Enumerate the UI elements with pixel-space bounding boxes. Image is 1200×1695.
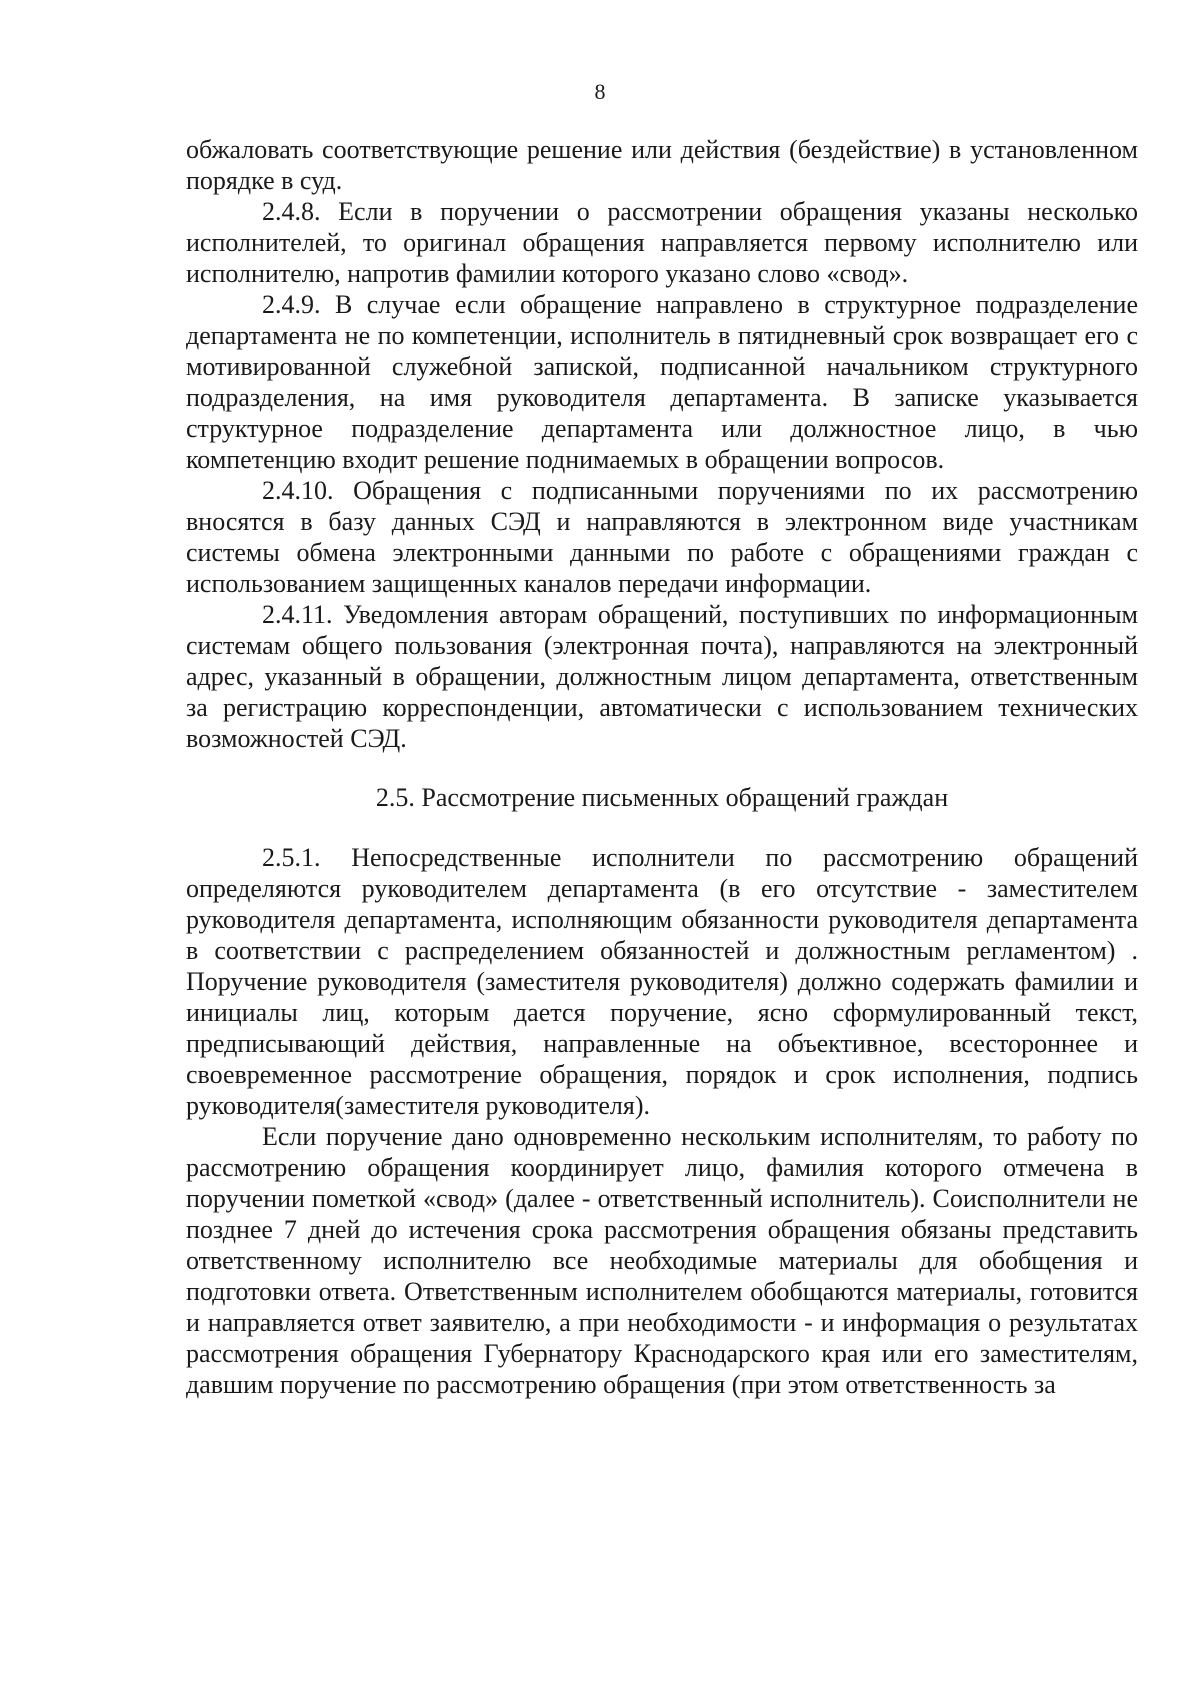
section-heading: 2.5. Рассмотрение письменных обращений граждан	[375, 783, 949, 812]
paragraph-2-4-8: 2.4.8. Если в поручении о рассмотрении обращения указаны несколько исполнителей, то оригинал обращения направляется первому исполнителю или исполнителю, напротив фамилии которого указано слово «свод».	[186, 197, 1138, 288]
paragraph: Если поручение дано одновременно нескольким исполнителям, то работу по рассмотрению обращения координирует лицо, фамилия которого отмечена в поручении пометкой «свод» (далее - ответственный исполнитель). Соисполнители не позднее 7 дней до истечения срока рассмотрения обращения обязаны представить ответственному исполнителю все необходимые материалы для обобщения и подготовки ответа. Ответственным исполнителем обобщаются материалы, готовится и направляется ответ заявителю, а при необходимости - и информация о результатах рассмотрения обращения Губернатору Краснодарского края или его заместителям, давшим поручение по рассмотрению обращения (при этом ответственность за	[186, 1122, 1138, 1399]
paragraph: обжаловать соответствующие решение или действия (бездействие) в установленном порядке в суд.	[186, 135, 1138, 195]
paragraph-2-4-9: 2.4.9. В случае если обращение направлено в структурное подразделение департамента не по компетенции, исполнитель в пятидневный срок возвращает его с мотивированной служебной запиской, подписанной начальником структурного подразделения, на имя руководителя департамента. В записке указывается структурное подразделение департамента или должностное лицо, в чью компетенцию входит решение поднимаемых в обращении вопросов.	[186, 290, 1138, 474]
paragraph-2-4-10: 2.4.10. Обращения с подписанными поручениями по их рассмотрению вносятся в базу данных СЭД и направляются в электронном виде участникам системы обмена электронными данными по работе с обращениями граждан с использованием защищенных каналов передачи информации.	[186, 476, 1138, 598]
paragraph-2-5-1: 2.5.1. Непосредственные исполнители по рассмотрению обращений определяются руководителем департамента (в его отсутствие - заместителем руководителя департамента, исполняющим обязанности руководителя департамента в соответствии с распределением обязанностей и должностным регламентом) . Поручение руководителя (заместителя руководителя) должно содержать фамилии и инициалы лиц, которым дается поручение, ясно сформулированный текст, предписывающий действия, направленные на объективное, всестороннее и своевременное рассмотрение обращения, порядок и срок исполнения, подпись руководителя(заместителя руководителя).	[186, 843, 1138, 1120]
document-body	[186, 134, 1138, 1400]
paragraph-2-4-11: 2.4.11. Уведомления авторам обращений, поступивших по информационным системам общего пользования (электронная почта), направляются на электронный адрес, указанный в обращении, должностным лицом департамента, ответственным за регистрацию корреспонденции, автоматически с использованием технических возможностей СЭД.	[186, 600, 1138, 753]
page-number: 8	[594, 79, 606, 104]
